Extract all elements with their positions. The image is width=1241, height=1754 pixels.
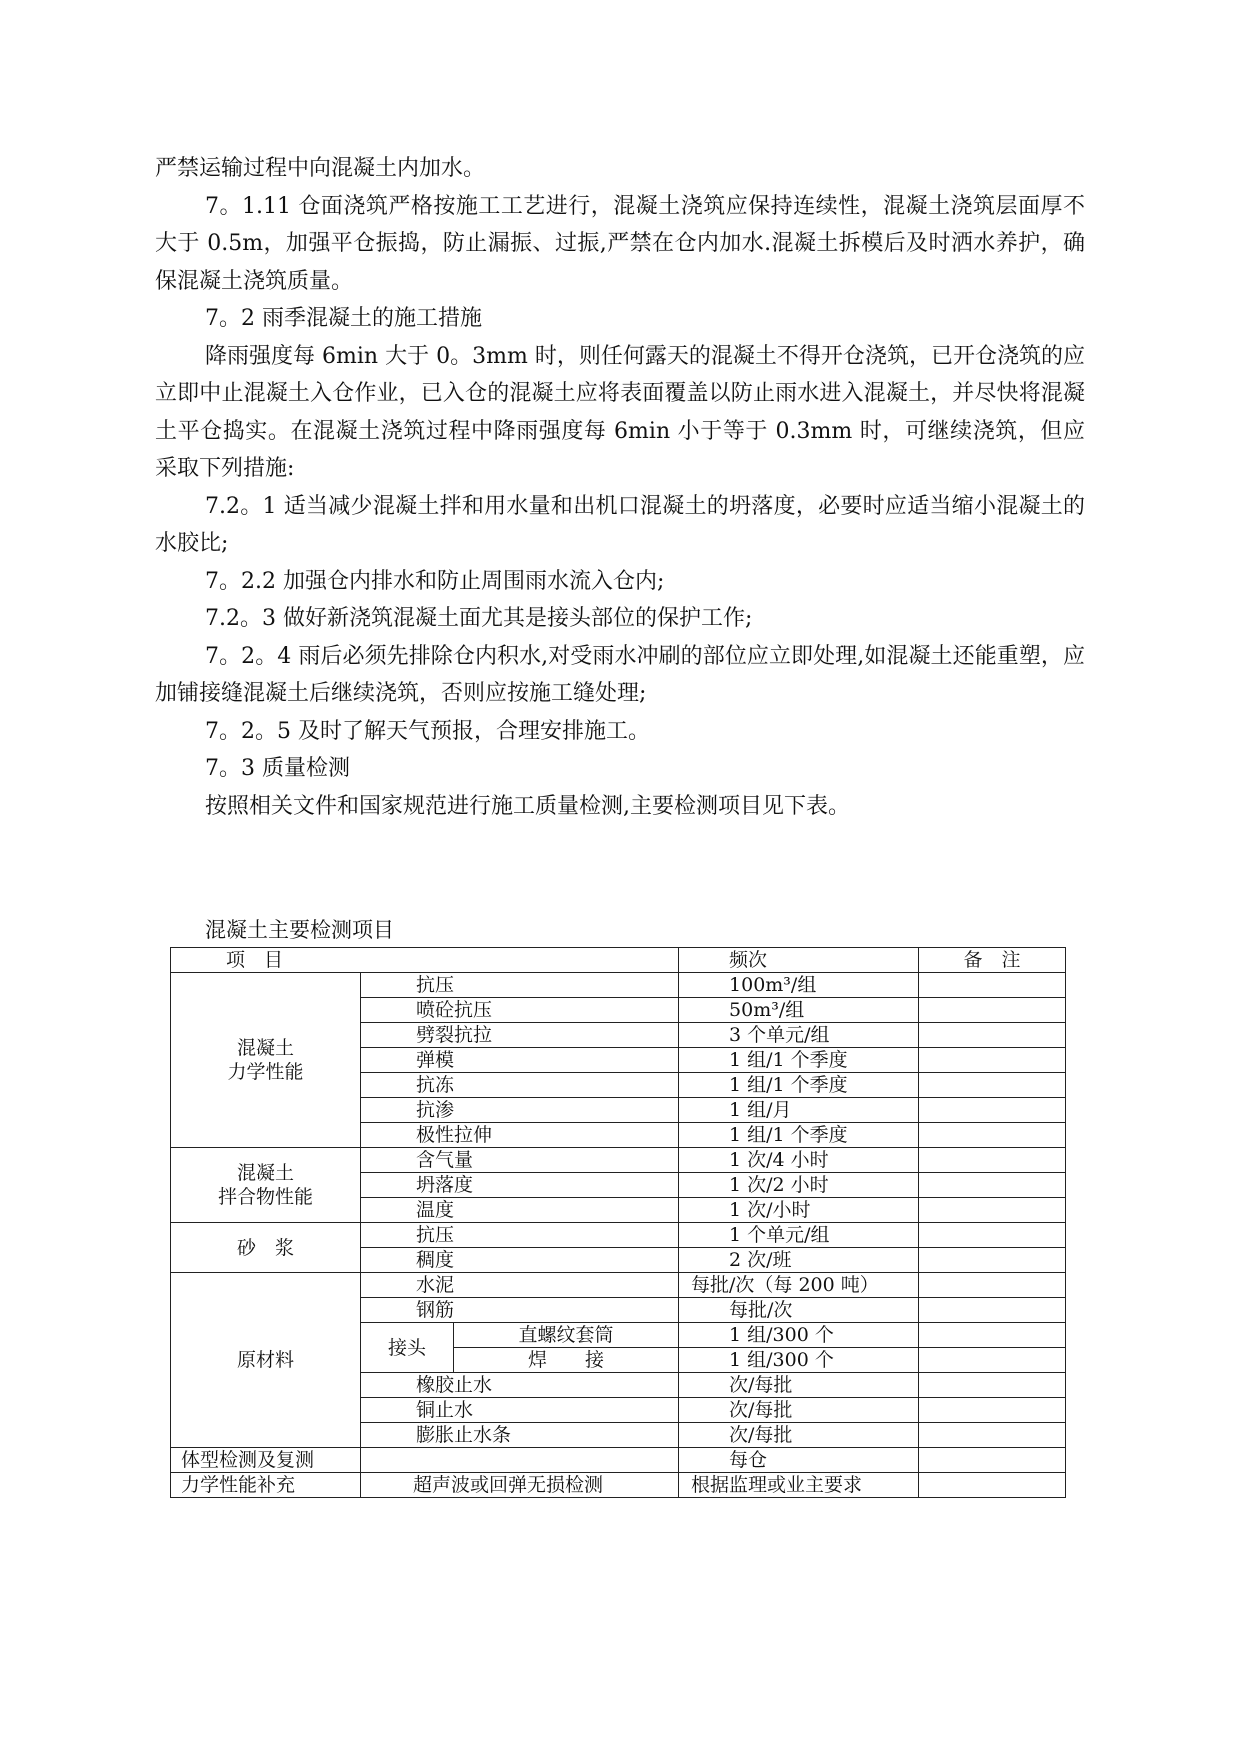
category-cell: [171, 973, 361, 1148]
inspection-table: [170, 947, 1066, 1498]
note-cell: [919, 1248, 1066, 1273]
item-cell: 直螺纹套筒: [454, 1323, 679, 1348]
category-cell: 体型检测及复测: [171, 1448, 361, 1473]
frequency-cell: 每批/次（每 200 吨）: [679, 1273, 919, 1298]
paragraph: 按照相关文件和国家规范进行施工质量检测,主要检测项目见下表。: [205, 793, 850, 819]
paragraph: 7。1.11 仓面浇筑严格按施工工艺进行，混凝土浇筑应保持连续性，混凝土浇筑层面厚不大于 0.5m，加强平仓振捣，防止漏振、过振,严禁在仓内加水.混凝土拆模后及时洒水养护，确保混凝土浇筑质量。: [155, 193, 1085, 294]
note-cell: [919, 1348, 1066, 1373]
note-cell: [919, 1123, 1066, 1148]
frequency-cell: 每批/次: [679, 1298, 919, 1323]
table-row: [171, 1223, 1066, 1248]
note-cell: [919, 1423, 1066, 1448]
note-cell: [919, 1098, 1066, 1123]
paragraph: 7.2。1 适当减少混凝土拌和用水量和出机口混凝土的坍落度，必要时应适当缩小混凝土的水胶比;: [155, 493, 1085, 556]
note-cell: [919, 1398, 1066, 1423]
item-cell: [361, 1448, 679, 1473]
item-cell: 水泥: [361, 1273, 679, 1298]
category-label: 混凝土: [236, 1162, 294, 1184]
item-cell: 橡胶止水: [361, 1373, 679, 1398]
frequency-cell: 1 组/月: [679, 1098, 919, 1123]
note-cell: [919, 1373, 1066, 1398]
frequency-cell: 1 个单元/组: [679, 1223, 919, 1248]
item-cell: 含气量: [361, 1148, 679, 1173]
frequency-cell: 2 次/班: [679, 1248, 919, 1273]
paragraph: 7。2。4 雨后必须先排除仓内积水,对受雨水冲刷的部位应立即处理,如混凝土还能重塑，应加铺接缝混凝土后继续浇筑，否则应按施工缝处理;: [155, 643, 1085, 706]
header-note: 备 注: [919, 948, 1066, 973]
frequency-cell: 次/每批: [679, 1373, 919, 1398]
table-title: 混凝土主要检测项目: [205, 918, 394, 942]
note-cell: [919, 1273, 1066, 1298]
item-cell: 钢筋: [361, 1298, 679, 1323]
body-text: [155, 150, 1085, 825]
item-cell: 稠度: [361, 1248, 679, 1273]
paragraph: 严禁运输过程中向混凝土内加水。: [155, 156, 486, 181]
table-row: [171, 1273, 1066, 1298]
paragraph: 降雨强度每 6min 大于 0。3mm 时，则任何露天的混凝土不得开仓浇筑，已开仓浇筑的应立即中止混凝土入仓作业，已入仓的混凝土应将表面覆盖以防止雨水进入混凝土，并尽快将混凝土平仓捣实。在混凝土浇筑过程中降雨强度每 6min 小于等于 0.3mm 时，可继续浇筑，但应采取下列措施:: [155, 343, 1085, 481]
item-cell: 超声波或回弹无损检测: [361, 1473, 679, 1498]
item-cell: 极性拉伸: [361, 1123, 679, 1148]
note-cell: [919, 1073, 1066, 1098]
section-heading: 7。3 质量检测: [205, 756, 350, 781]
note-cell: [919, 1148, 1066, 1173]
note-cell: [919, 1448, 1066, 1473]
item-cell: 劈裂抗拉: [361, 1023, 679, 1048]
category-cell: 原材料: [171, 1273, 361, 1448]
frequency-cell: 3 个单元/组: [679, 1023, 919, 1048]
table-row: [171, 973, 1066, 998]
category-cell: 砂 浆: [171, 1223, 361, 1273]
frequency-cell: 1 组/1 个季度: [679, 1073, 919, 1098]
note-cell: [919, 1048, 1066, 1073]
table-row: [171, 1473, 1066, 1498]
frequency-cell: 根据监理或业主要求: [679, 1473, 919, 1498]
item-cell: 铜止水: [361, 1398, 679, 1423]
note-cell: [919, 1473, 1066, 1498]
note-cell: [919, 973, 1066, 998]
frequency-cell: 1 次/4 小时: [679, 1148, 919, 1173]
item-cell: 温度: [361, 1198, 679, 1223]
frequency-cell: 次/每批: [679, 1423, 919, 1448]
note-cell: [919, 1323, 1066, 1348]
frequency-cell: 1 组/300 个: [679, 1348, 919, 1373]
paragraph: 7。2.2 加强仓内排水和防止周围雨水流入仓内;: [205, 568, 665, 594]
item-cell: 抗渗: [361, 1098, 679, 1123]
frequency-cell: 1 次/2 小时: [679, 1173, 919, 1198]
frequency-cell: 100m³/组: [679, 973, 919, 998]
frequency-cell: 50m³/组: [679, 998, 919, 1023]
note-cell: [919, 1198, 1066, 1223]
paragraph: 7.2。3 做好新浇筑混凝土面尤其是接头部位的保护工作;: [205, 606, 753, 631]
category-cell: 力学性能补充: [171, 1473, 361, 1498]
note-cell: [919, 1298, 1066, 1323]
frequency-cell: 次/每批: [679, 1398, 919, 1423]
category-label: 力学性能: [227, 1061, 304, 1083]
item-cell: 喷砼抗压: [361, 998, 679, 1023]
table-row: [171, 1448, 1066, 1473]
table-row: [171, 1148, 1066, 1173]
note-cell: [919, 1023, 1066, 1048]
category-cell: [171, 1148, 361, 1223]
item-cell: 抗冻: [361, 1073, 679, 1098]
paragraph: 7。2。5 及时了解天气预报，合理安排施工。: [205, 718, 650, 744]
item-cell: 抗压: [361, 973, 679, 998]
frequency-cell: 1 组/1 个季度: [679, 1123, 919, 1148]
frequency-cell: 1 次/小时: [679, 1198, 919, 1223]
note-cell: [919, 1173, 1066, 1198]
item-cell: 膨胀止水条: [361, 1423, 679, 1448]
frequency-cell: 每仓: [679, 1448, 919, 1473]
note-cell: [919, 1223, 1066, 1248]
header-item: 项 目: [171, 948, 679, 973]
item-cell: 弹模: [361, 1048, 679, 1073]
category-label: 拌合物性能: [217, 1186, 313, 1208]
category-label: 混凝土: [236, 1037, 294, 1059]
note-cell: [919, 998, 1066, 1023]
frequency-cell: 1 组/1 个季度: [679, 1048, 919, 1073]
item-cell: 抗压: [361, 1223, 679, 1248]
table-header-row: [171, 948, 1066, 973]
section-heading: 7。2 雨季混凝土的施工措施: [205, 306, 482, 331]
item-cell: 坍落度: [361, 1173, 679, 1198]
joint-label-cell: 接头: [361, 1323, 454, 1373]
item-cell: 焊 接: [454, 1348, 679, 1373]
header-frequency: 频次: [679, 948, 919, 973]
frequency-cell: 1 组/300 个: [679, 1323, 919, 1348]
